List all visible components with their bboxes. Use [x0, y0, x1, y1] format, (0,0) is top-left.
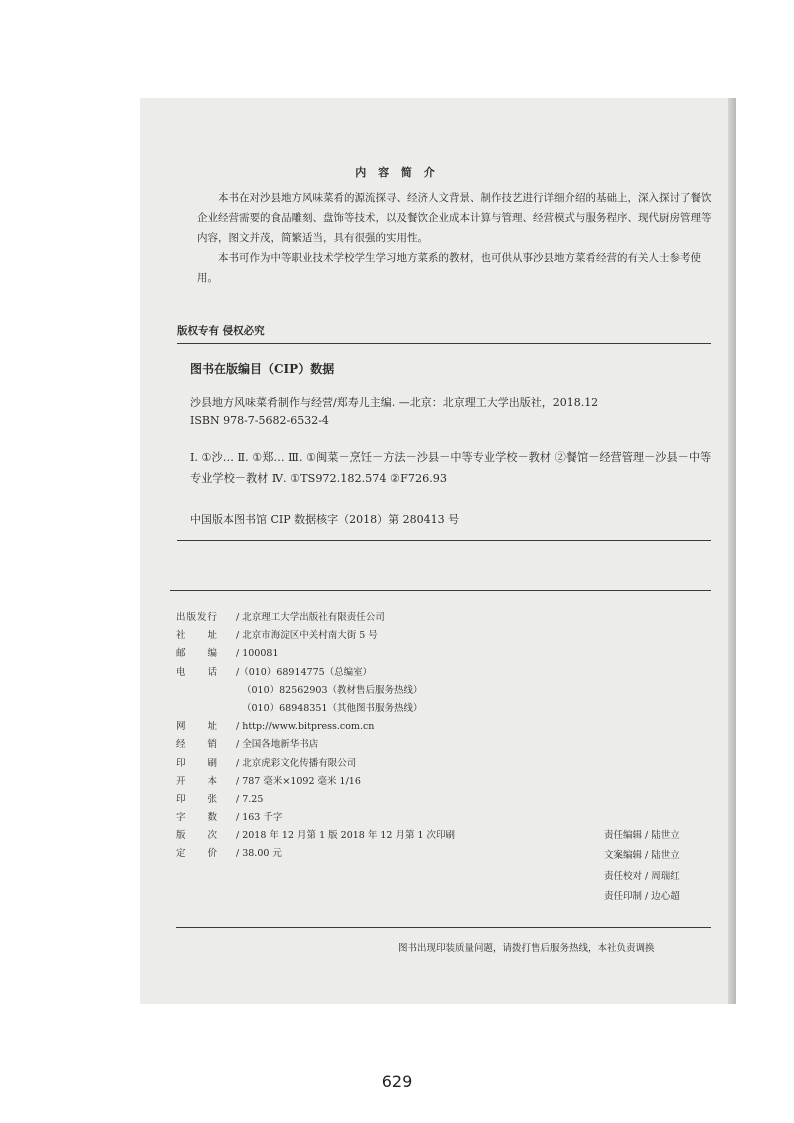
publication-row	[176, 700, 455, 718]
publication-label: 字 数	[176, 812, 219, 824]
publication-value: / http://www.bitpress.com.cn	[236, 721, 375, 733]
publication-value: （010）68948351（其他图书服务热线）	[242, 702, 423, 714]
publication-row	[176, 827, 455, 845]
publication-value: / 163 千字	[236, 812, 283, 824]
publication-label: 经 销	[176, 739, 219, 751]
publication-row	[176, 718, 455, 736]
publication-row	[176, 736, 455, 754]
publication-label: 版 次	[176, 830, 219, 842]
publication-row	[176, 845, 455, 863]
publication-label: 出版发行	[176, 612, 219, 623]
publication-row	[176, 609, 455, 627]
publication-row	[176, 682, 455, 700]
publication-value: / 全国各地新华书店	[236, 739, 319, 751]
summary-heading: 内 容 简 介	[355, 166, 439, 179]
publication-row	[176, 809, 455, 827]
publication-row	[176, 645, 455, 663]
publication-label: 开 本	[176, 775, 219, 787]
publication-row	[176, 755, 455, 773]
credit-line: 责任编辑 / 陆世立	[604, 830, 680, 841]
publication-row	[176, 627, 455, 645]
cip-check-number: 中国版本图书馆 CIP 数据核字（2018）第 280413 号	[190, 513, 460, 526]
publication-value: / 38.00 元	[236, 848, 282, 860]
publication-row	[176, 791, 455, 809]
publication-label: 印 张	[176, 793, 219, 805]
publication-value: / 100081	[236, 648, 279, 660]
publication-label: 印 刷	[176, 757, 219, 769]
summary-paragraph: 本书可作为中等职业技术学校学生学习地方菜系的教材，也可供从事沙县地方菜肴经营的有关人士参考使用。	[197, 251, 701, 284]
cip-isbn: ISBN 978-7-5682-6532-4	[190, 413, 329, 427]
cip-entry	[190, 394, 710, 429]
publication-value: / 787 毫米×1092 毫米 1/16	[236, 775, 361, 787]
quality-notice: 图书出现印装质量问题，请拨打售后服务热线，本社负责调换	[398, 943, 655, 954]
summary-body	[197, 189, 717, 289]
publication-top-rule	[170, 590, 711, 591]
publication-row	[176, 664, 455, 682]
publication-label: 电 话	[176, 666, 219, 678]
publication-value: / 2018 年 12 月第 1 版 2018 年 12 月第 1 次印刷	[236, 830, 456, 842]
publication-value: / 北京市海淀区中关村南大街 5 号	[236, 630, 378, 642]
cip-classification: Ⅰ. ①沙… Ⅱ. ①郑… Ⅲ. ①闽菜－烹饪－方法－沙县－中等专业学校－教材 ②餐馆－经营管理－沙县－中等专业学校－教材 Ⅳ. ①TS972.182.574 ②F726.93	[190, 451, 712, 485]
publication-value: /（010）68914775（总编室）	[236, 666, 373, 678]
credit-line: 责任校对 / 周瑞红	[604, 870, 680, 882]
credit-line: 责任印制 / 边心超	[604, 891, 680, 903]
cip-title: 图书在版编目（CIP）数据	[190, 362, 335, 376]
publication-value: / 北京虎彩文化传播有限公司	[236, 757, 357, 769]
publication-row	[176, 773, 455, 791]
publication-label: 邮 编	[176, 648, 219, 660]
cip-bottom-rule	[177, 540, 711, 541]
credit-line: 文案编辑 / 陆世立	[604, 850, 680, 862]
publication-label: 定 价	[176, 848, 219, 860]
editorial-credits	[604, 826, 680, 908]
publication-value: / 北京理工大学出版社有限责任公司	[236, 612, 385, 623]
publication-info	[176, 609, 455, 864]
cip-bibliographic-entry: 沙县地方风味菜肴制作与经营/郑寿儿主编. —北京：北京理工大学出版社，2018.12	[190, 396, 599, 409]
summary-paragraph: 本书在对沙县地方风味菜肴的源流探寻、经济人文背景、制作技艺进行详细介绍的基础上，深入探讨了餐饮企业经营需要的食品雕刻、盘饰等技术，以及餐饮企业成本计算与管理、经营模式与服务程序、现代厨房管理等内容，图文并茂，简繁适当，具有很强的实用性。	[197, 192, 712, 244]
copyright-notice: 版权专有 侵权必究	[177, 325, 265, 337]
publication-value: / 7.25	[236, 793, 264, 805]
publication-value: （010）82562903（教材售后服务热线）	[242, 684, 423, 696]
publication-label: 网 址	[176, 721, 219, 733]
publication-bottom-rule	[176, 927, 711, 928]
publication-label: 社 址	[176, 630, 219, 642]
cip-top-rule	[177, 343, 711, 344]
page-edge-shadow	[728, 98, 736, 1004]
page-number: 629	[381, 1072, 413, 1091]
